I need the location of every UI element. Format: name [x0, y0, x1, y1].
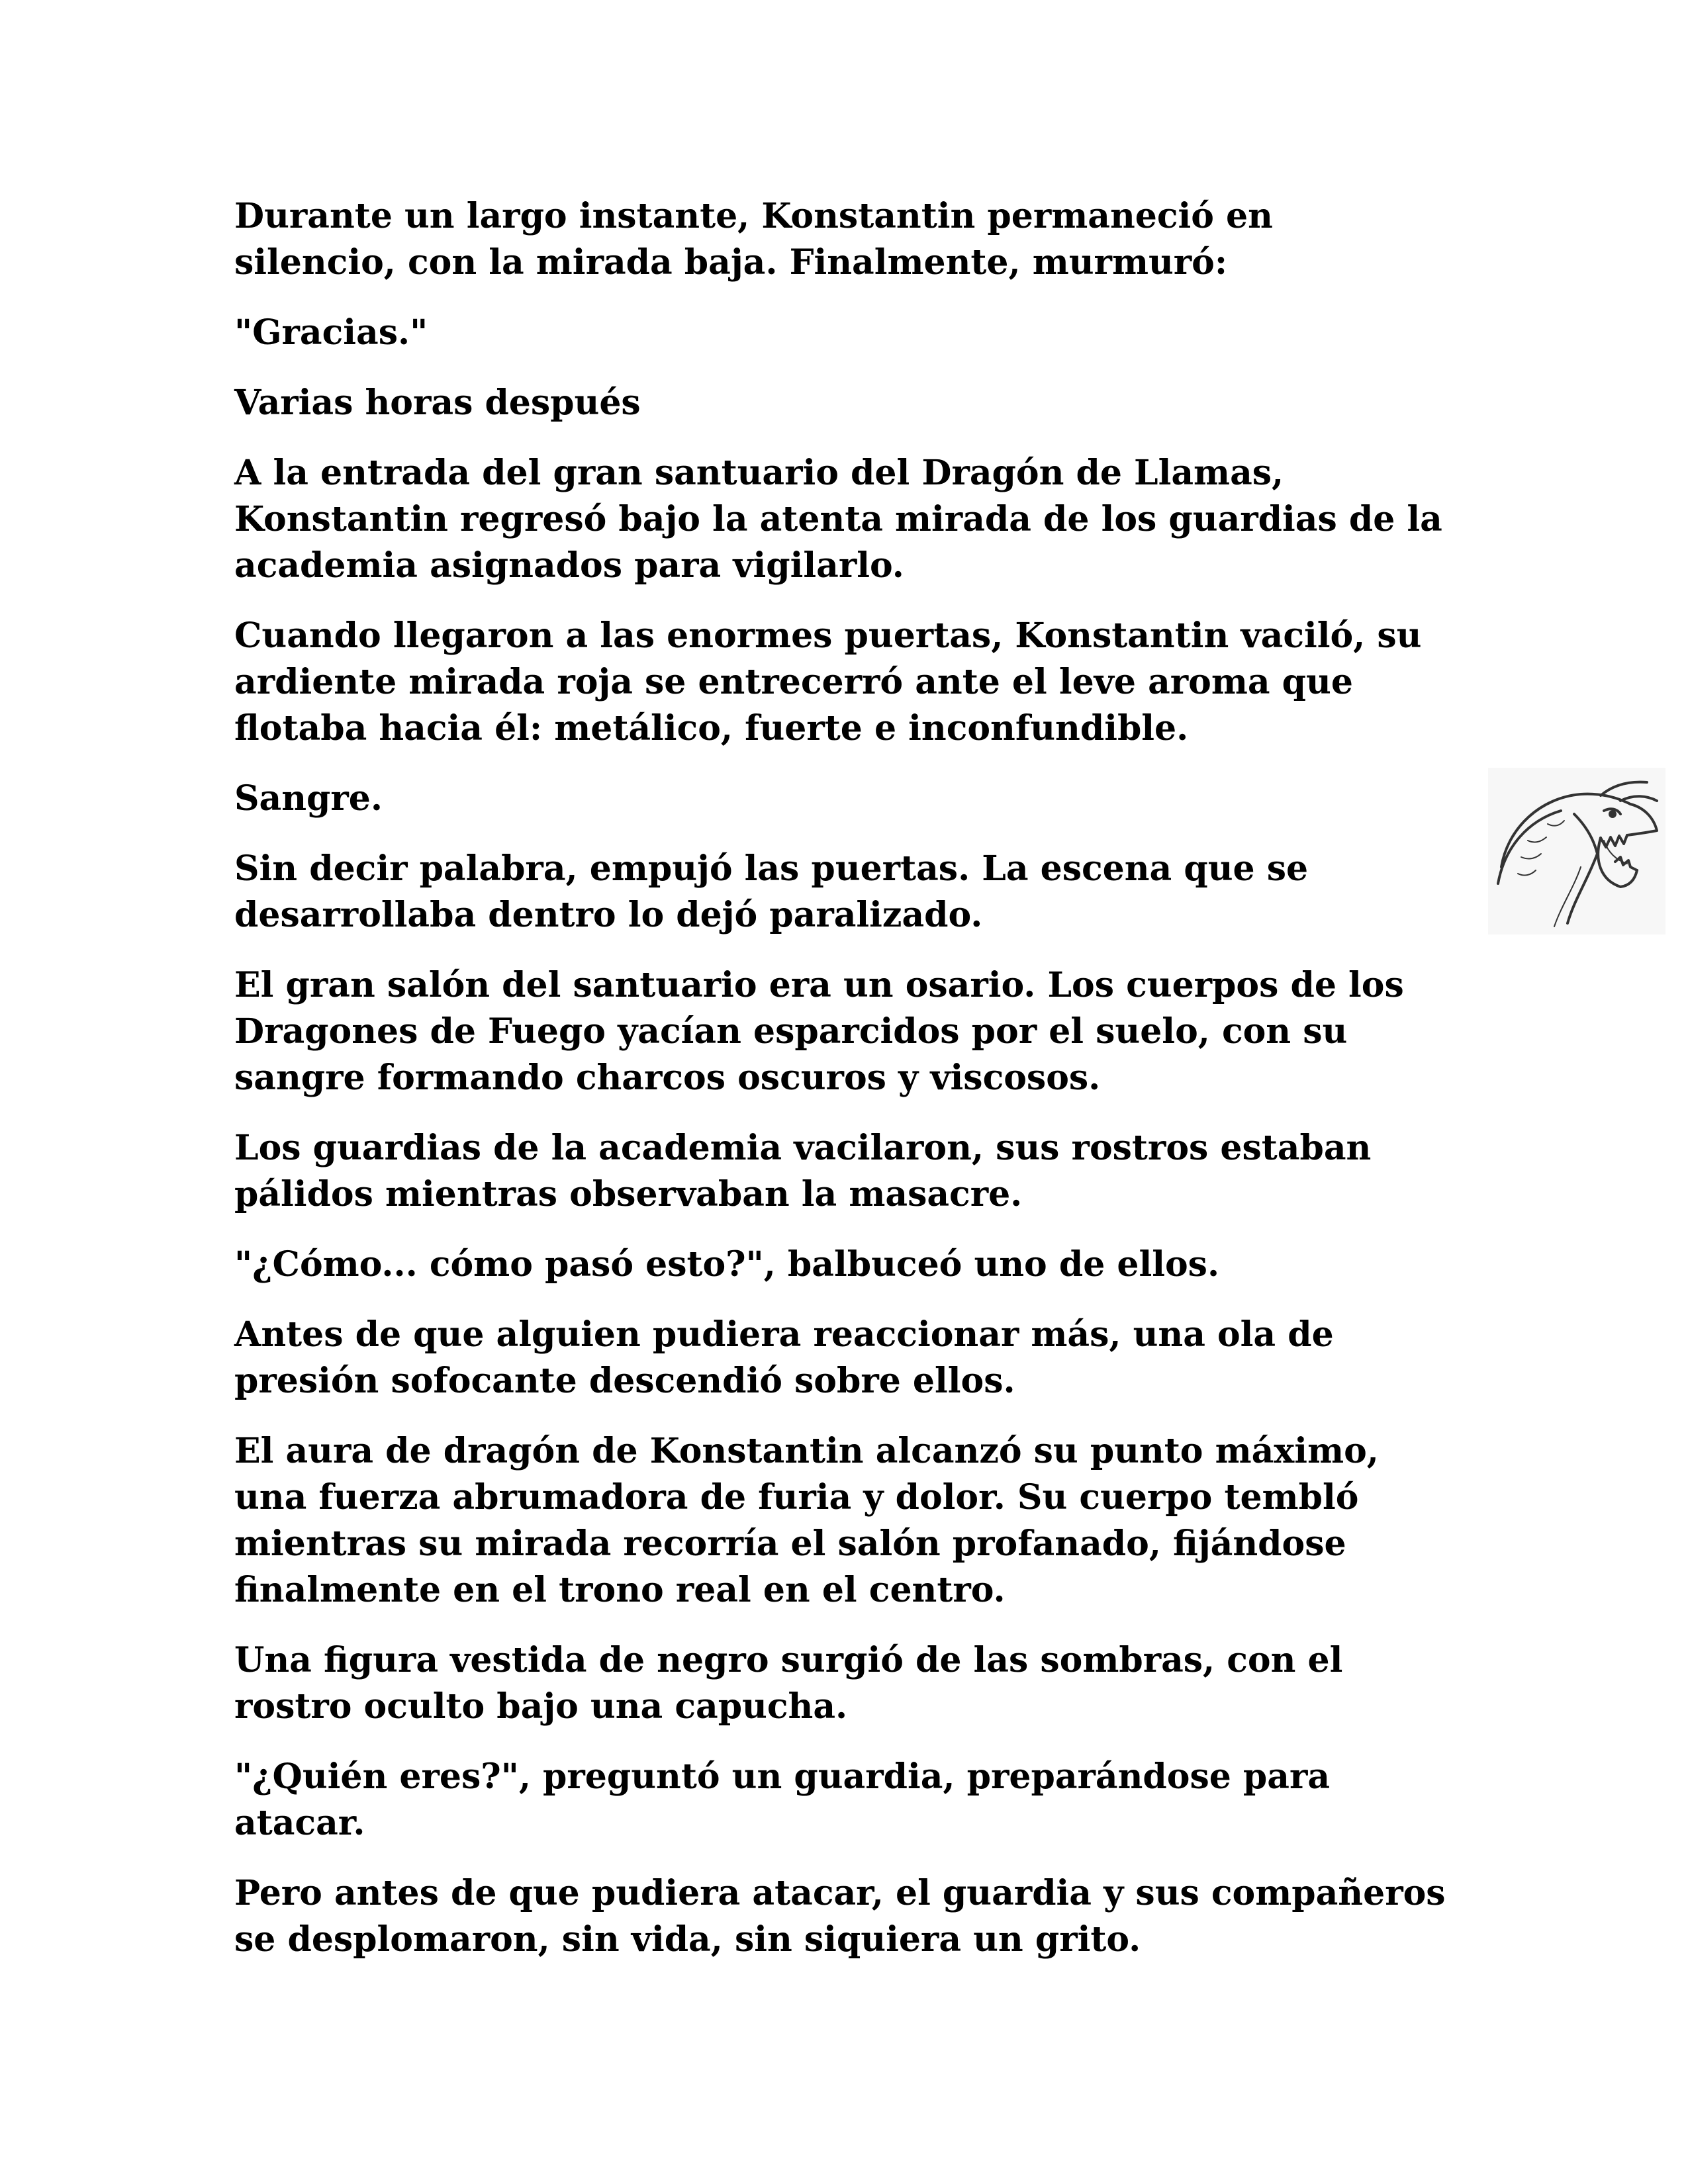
paragraph-15: Pero antes de que pudiera atacar, el guardia y sus compañeros se desplomaron, sin vida, sin siquiera un grito. — [234, 1873, 1446, 1960]
dragon-sketch-svg — [1488, 768, 1665, 934]
paragraph-2: "Gracias." — [234, 312, 428, 353]
paragraph-6: Sangre. — [234, 778, 383, 819]
paragraph-10: "¿Cómo... cómo pasó esto?", balbuceó uno de ellos. — [234, 1244, 1220, 1285]
paragraph-9: Los guardias de la academia vacilaron, sus rostros estaban pálidos mientras observaban la masacre. — [234, 1128, 1372, 1214]
paragraph-3: Varias horas después — [234, 383, 641, 423]
paragraph-13: Una figura vestida de negro surgió de las sombras, con el rostro oculto bajo una capucha. — [234, 1640, 1343, 1727]
body-text — [234, 193, 1452, 1987]
dragon-head-sketch-icon — [1488, 768, 1665, 934]
paragraph-1: Durante un largo instante, Konstantin permaneció en silencio, con la mirada baja. Finalmente, murmuró: — [234, 196, 1273, 283]
paragraph-8: El gran salón del santuario era un osario. Los cuerpos de los Dragones de Fuego yacían esparcidos por el suelo, con su sangre formando charcos oscuros y viscosos. — [234, 965, 1404, 1098]
paragraph-14: "¿Quién eres?", preguntó un guardia, preparándose para atacar. — [234, 1756, 1331, 1843]
paragraph-11: Antes de que alguien pudiera reaccionar más, una ola de presión sofocante descendió sobre ellos. — [234, 1314, 1334, 1401]
paragraph-5: Cuando llegaron a las enormes puertas, Konstantin vaciló, su ardiente mirada roja se entrecerró ante el leve aroma que flotaba hacia él: metálico, fuerte e inconfundible. — [234, 615, 1422, 749]
paragraph-4: A la entrada del gran santuario del Dragón de Llamas, Konstantin regresó bajo la atenta mirada de los guardias de la academia asignados para vigilarlo. — [234, 453, 1442, 586]
paragraph-7: Sin decir palabra, empujó las puertas. La escena que se desarrollaba dentro lo dejó paralizado. — [234, 848, 1309, 935]
paragraph-12: El aura de dragón de Konstantin alcanzó su punto máximo, una fuerza abrumadora de furia y dolor. Su cuerpo tembló mientras su mirada recorría el salón profanado, fijándose finalmente en el trono real en el centro. — [234, 1431, 1379, 1610]
